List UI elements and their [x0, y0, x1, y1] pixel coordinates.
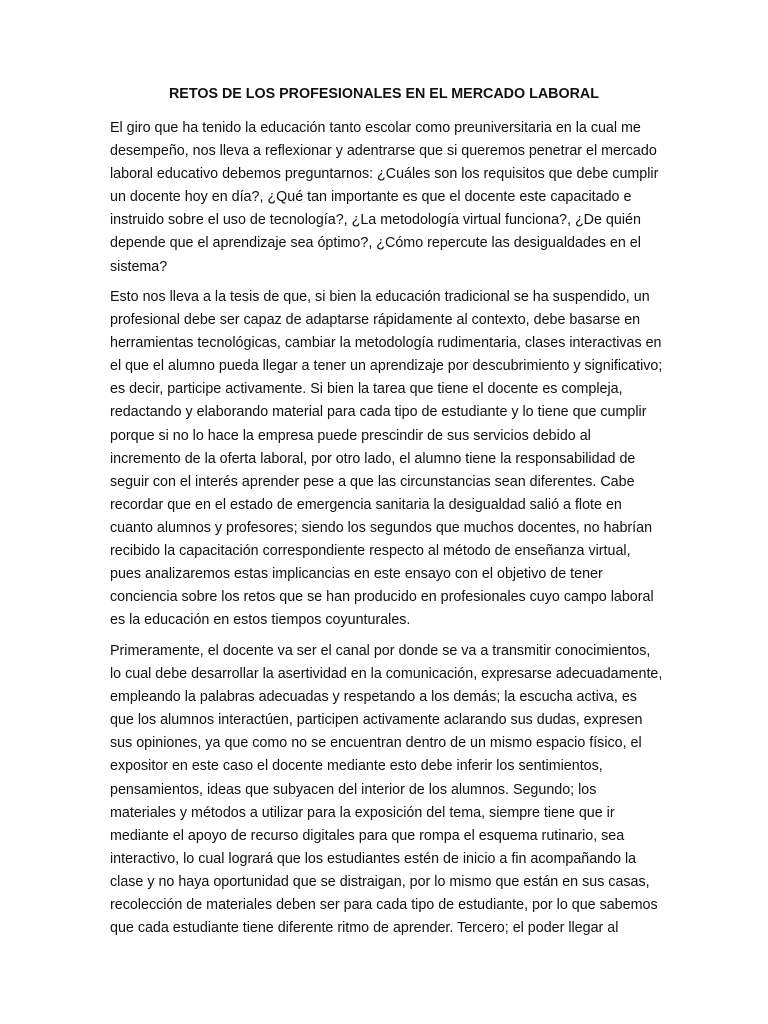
paragraph-line: el que el alumno pueda llegar a tener un aprendizaje por descubrimiento y significativo;	[110, 358, 663, 375]
paragraph-line: empleando la palabras adecuadas y respetando a los demás; la escucha activa, es	[110, 689, 637, 706]
paragraph-first-point	[110, 640, 670, 940]
paragraph-line: Primeramente, el docente va ser el canal por donde se va a transmitir conocimientos,	[110, 643, 651, 659]
paragraph-line: herramientas tecnológicas, cambiar la metodología rudimentaria, clases interactivas en	[110, 335, 662, 352]
paragraph-introduction	[110, 117, 670, 279]
paragraph-line: un docente hoy en día?, ¿Qué tan importante es que el docente este capacitado e	[110, 189, 632, 206]
paragraph-line: materiales y métodos a utilizar para la exposición del tema, siempre tiene que ir	[110, 804, 615, 821]
paragraph-line: pensamientos, ideas que subyacen del interior de los alumnos. Segundo; los	[110, 781, 597, 798]
paragraph-line: es la educación en estos tiempos coyunturales.	[110, 612, 411, 629]
paragraph-line: depende que el aprendizaje sea óptimo?, ¿Cómo repercute las desigualdades en el	[110, 235, 641, 252]
paragraph-line: desempeño, nos lleva a reflexionar y adentrarse que si queremos penetrar el mercado	[110, 143, 657, 160]
paragraph-line: sistema?	[110, 258, 168, 275]
paragraph-line: recibido la capacitación correspondiente respecto al método de enseñanza virtual,	[110, 543, 631, 560]
paragraph-line: instruido sobre el uso de tecnología?, ¿La metodología virtual funciona?, ¿De quién	[110, 212, 641, 229]
paragraph-line: laboral educativo debemos preguntarnos: ¿Cuáles son los requisitos que debe cumplir	[110, 166, 659, 183]
paragraph-line: pues analizaremos estas implicancias en este ensayo con el objetivo de tener	[110, 566, 603, 583]
paragraph-line: expositor en este caso el docente mediante esto debe inferir los sentimientos,	[110, 758, 603, 775]
paragraph-line: cuanto alumnos y profesores; siendo los segundos que muchos docentes, no habrían	[110, 519, 653, 536]
paragraph-line: recolección de materiales deben ser para cada tipo de estudiante, por lo que sabemos	[110, 897, 658, 914]
paragraph-line: mediante el apoyo de recurso digitales para que rompa el esquema rutinario, sea	[110, 827, 625, 844]
paragraph-line: clase y no haya oportunidad que se distraigan, por lo mismo que están en sus casas,	[110, 873, 650, 890]
paragraph-thesis	[110, 286, 670, 632]
paragraph-line: profesional debe ser capaz de adaptarse rápidamente al contexto, debe basarse en	[110, 312, 641, 329]
paragraph-line: interactivo, lo cual logrará que los estudiantes estén de inicio a fin acompañando la	[110, 850, 637, 867]
paragraph-line: sus opiniones, ya que como no se encuentran dentro de un mismo espacio físico, el	[110, 735, 642, 752]
paragraph-line: porque si no lo hace la empresa puede prescindir de sus servicios debido al	[110, 427, 591, 444]
paragraph-line: es decir, participe activamente. Si bien la tarea que tiene el docente es compleja,	[110, 381, 623, 398]
paragraph-line: seguir con el interés aprender pese a que las circunstancias sean diferentes. Cabe	[110, 473, 635, 490]
paragraph-line: lo cual debe desarrollar la asertividad en la comunicación, expresarse adecuadamente,	[110, 666, 663, 683]
document-title: RETOS DE LOS PROFESIONALES EN EL MERCADO LABORAL	[168, 86, 599, 102]
paragraph-line: conciencia sobre los retos que se han producido en profesionales cuyo campo laboral	[110, 589, 654, 606]
paragraph-line: Esto nos lleva a la tesis de que, si bien la educación tradicional se ha suspendido, un	[110, 289, 650, 305]
paragraph-line: El giro que ha tenido la educación tanto escolar como preuniversitaria en la cual me	[110, 120, 641, 136]
paragraph-line: que los alumnos interactúen, participen activamente aclarando sus dudas, expresen	[110, 712, 643, 729]
paragraph-line: redactando y elaborando material para cada tipo de estudiante y lo tiene que cumplir	[110, 404, 647, 421]
paragraph-line: que cada estudiante tiene diferente ritmo de aprender. Tercero; el poder llegar al	[110, 920, 619, 937]
paragraph-line: incremento de la oferta laboral, por otro lado, el alumno tiene la responsabilidad de	[110, 450, 636, 467]
paragraph-line: recordar que en el estado de emergencia sanitaria la desigualdad salió a flote en	[110, 496, 622, 513]
